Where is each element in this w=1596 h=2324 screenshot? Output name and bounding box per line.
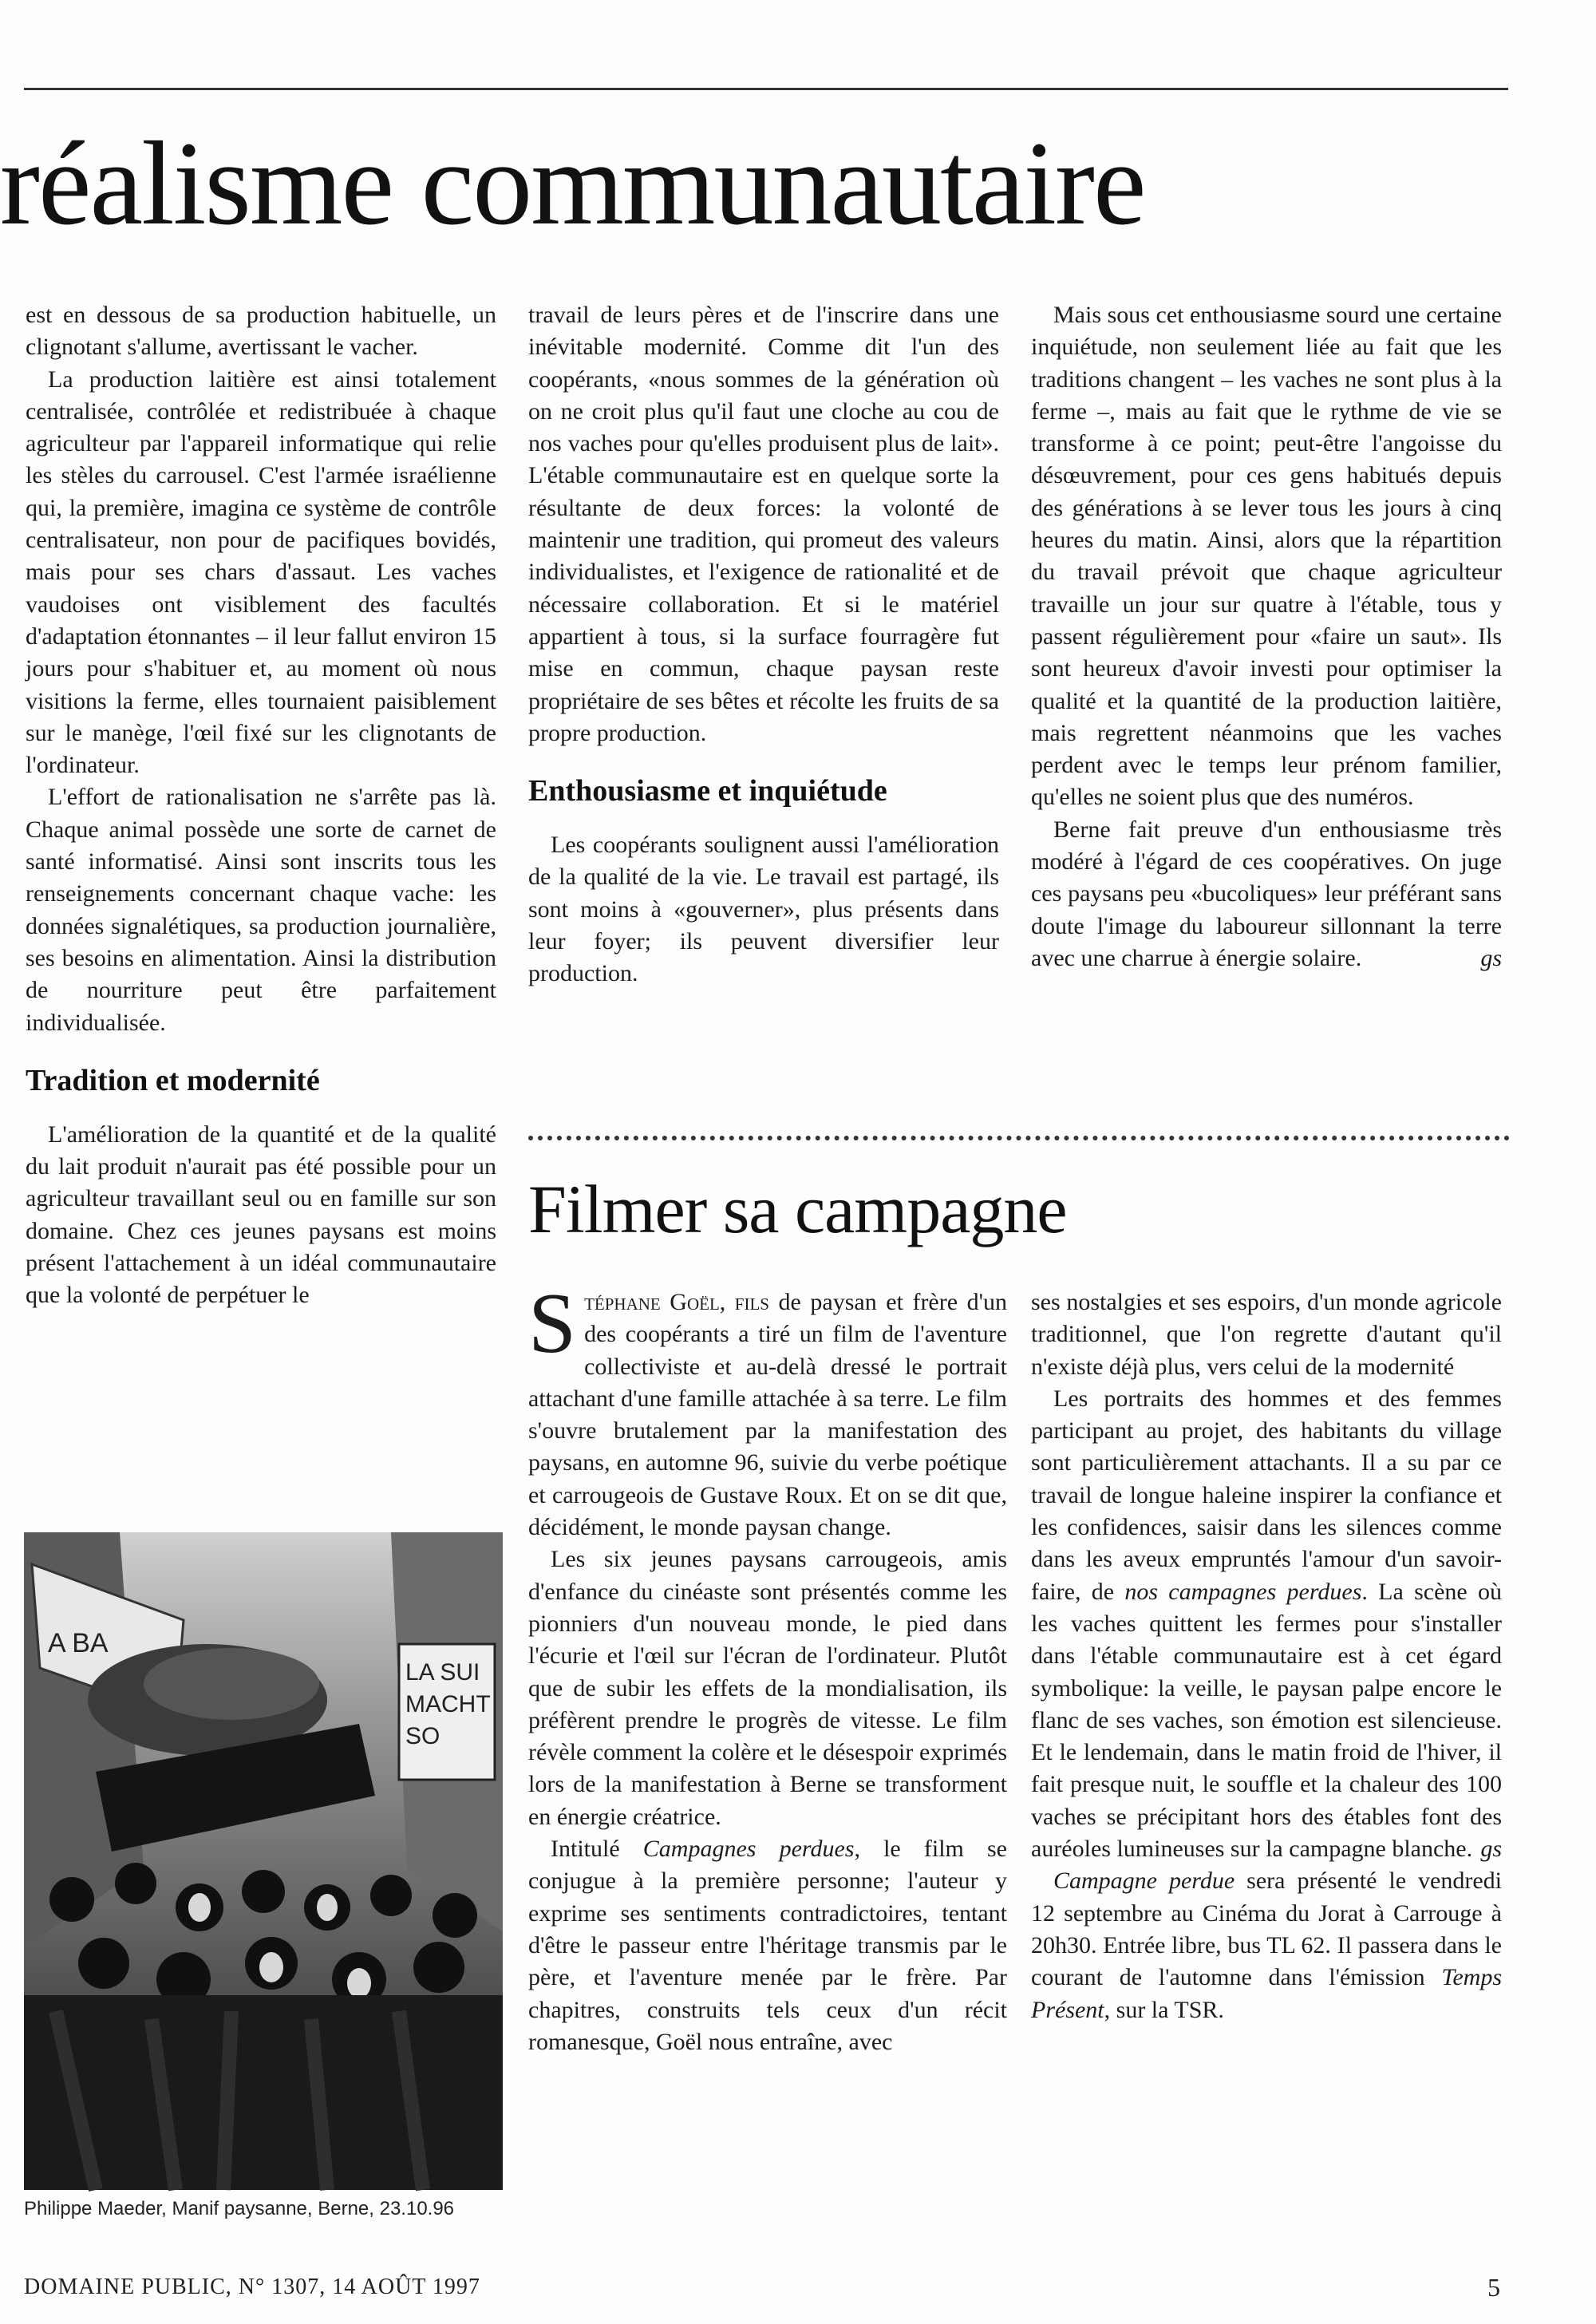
paragraph-text: , le film se conjugue à la première personne; l'auteur y exprime ses sentiments contradictoires, tentant d'être le passeur entre l'héritage transmis par le père, et l'aventure menée par le frère. Par chapitres, construits tels ceux d'un récit romanesque, Goël nous entraîne, avec: [528, 1836, 1007, 2055]
drop-cap: S: [528, 1276, 577, 1371]
paragraph-text: Intitulé: [551, 1836, 643, 1863]
paragraph: L'amélioration de la quantité et de la qualité du lait produit n'aurait pas été possible pour un agriculteur travaillant seul ou en famille sur son domaine. Chez ces jeunes paysans est moins présent l'attachement à un idéal communautaire que la volonté de perpétuer le: [26, 1120, 496, 1309]
protest-photo: [24, 1532, 503, 2190]
photo-caption: Philippe Maeder, Manif paysanne, Berne, 23.10.96: [24, 2198, 455, 2219]
paragraph: travail de leurs pères et de l'inscrire dans une inévitable modernité. Comme dit l'un des coopérants, «nous sommes de la génération où on ne croit plus qu'il faut une cloche au cou de nos vaches pour qu'elles produisent plus de lait». L'étable communautaire est en quelque sorte la résultante de deux forces: la volonté de maintenir une tradition, qui promeut des valeurs individualistes, et l'exigence de rationalité et de nécessaire collaboration. Et si le matériel appartient à tous, si la surface fourragère fut mise en commun, chaque paysan reste propriétaire de ses bêtes et récolte les fruits de sa propre production.: [528, 302, 999, 746]
paragraph-text: , sur la TSR.: [1104, 1996, 1224, 2023]
paragraph: [528, 1833, 1007, 2058]
paragraph-text: sera présenté le vendredi 12 septembre au Cinéma du Jorat à Carrouge à 20h30. Entrée libre, bus TL 62. Il passera dans le courant de l'automne dans l'émission: [1031, 1868, 1502, 1991]
top-rule: [24, 88, 1508, 90]
section-heading-tradition: Tradition et modernité: [26, 1063, 320, 1097]
film-column-1: [528, 1276, 1008, 2220]
article-column-1: [26, 299, 496, 1309]
publication-footer: DOMAINE PUBLIC, N° 1307, 14 AOÛT 1997: [24, 2275, 480, 2299]
paragraph: [1031, 814, 1502, 974]
page-number: 5: [1487, 2273, 1500, 2302]
paragraph: est en dessous de sa production habituelle, un clignotant s'allume, avertissant le vacher.: [26, 302, 496, 361]
protest-sign-text: LA SUI MACHT SO: [405, 1659, 491, 1749]
protest-banner-text: A BA: [48, 1628, 109, 1658]
paragraph-text: de paysan et frère d'un des coopérants a tiré un film de l'aventure collectiviste et au-delà dressé le portrait attachant d'une famille attachée à sa terre. Le film s'ouvre brutalement par la manifestation des paysans, en automne 96, suivie du verbe poétique et carrougeois de Gustave Roux. Et on se dit que, décidément, le monde paysan change.: [528, 1289, 1008, 1541]
article-column-3: [1031, 299, 1502, 1129]
paragraph-text: . La scène où les vaches quittent les fermes pour s'installer dans l'étable communautaire est à cet égard symbolique: la veille, le paysan palpe encore le flanc de ses vaches, son émotion est silencieuse. Et le lendemain, dans le matin froid de l'hiver, il fait presque nuit, le souffle et la chaleur des 100 vaches se précipitant hors des étables font des auréoles lumineuses sur la campagne blanche.: [1031, 1578, 1503, 1863]
article-column-2: [528, 299, 999, 1129]
paragraph: Les coopérants soulignent aussi l'amélioration de la qualité de la vie. Le travail est partagé, ils sont moins à «gouverner», plus présents dans leur foyer; ils peuvent diversifier leur production.: [528, 832, 999, 987]
author-signature: gs: [1480, 1836, 1502, 1863]
tv-show-title: Temps Présent: [1031, 1964, 1502, 2023]
paragraph: [528, 1276, 1008, 1543]
paragraph: La production laitière est ainsi totalement centralisée, contrôlée et redistribuée à chaque agriculteur par l'appareil informatique qui relie les stèles du carrousel. C'est l'armée israélienne qui, la première, imagina ce système de contrôle centralisateur, non pour de pacifiques bovidés, mais pour ses chars d'assaut. Les vaches vaudoises ont visiblement des facultés d'adaptation étonnantes – il leur fallut environ 15 jours pour s'habituer et, au moment où nous visitions la ferme, elles tournaient paisiblement sur le manège, l'œil fixé sur les clignotants de l'ordinateur.: [26, 366, 496, 779]
author-signature: gs: [1480, 944, 1502, 971]
paragraph: ses nostalgies et ses espoirs, d'un monde agricole traditionnel, que l'on regrette d'autant qu'il n'existe déjà plus, vers celui de la modernité: [1031, 1289, 1502, 1380]
film-title-inline: Campagnes perdues: [642, 1836, 855, 1863]
emphasis: nos campagnes perdues: [1124, 1578, 1362, 1605]
paragraph: [1031, 1383, 1502, 1865]
paragraph-text: Les portraits des hommes et des femmes participant au projet, des habitants du village sont particulièrement attachants. Il a su par ce travail de longue haleine inspirer la confiance et les confidences, saisir dans les silences comme dans les aveux empruntés l'amour d'un savoir-faire, de: [1031, 1385, 1502, 1605]
film-title-inline: Campagne perdue: [1053, 1868, 1235, 1895]
film-column-2: [1031, 1286, 1502, 2220]
section-divider: [528, 1136, 1510, 1140]
film-article-title: Filmer sa campagne: [528, 1171, 1067, 1247]
section-heading-enthousiasme: Enthousiasme et inquiétude: [528, 774, 887, 808]
paragraph: Mais sous cet enthousiasme sourd une certaine inquiétude, non seulement liée au fait que les traditions changent – les vaches ne sont plus à la ferme –, mais au fait que le rythme de vie se transforme à ce point; peut-être l'angoisse du désœuvrement, pour ces gens habitués depuis des générations à se lever tous les jours à cinq heures du matin. Ainsi, alors que la répartition du travail prévoit que chaque agriculteur travaille un jour sur quatre à l'étable, tous y passent régulièrement pour «faire un saut». Ils sont heureux d'avoir investi pour optimiser la qualité et la quantité de la production laitière, mais regrettent néanmoins que les vaches perdent avec le temps leur prénom familier, qu'elles ne soient plus que des numéros.: [1031, 302, 1502, 811]
paragraph: Les six jeunes paysans carrougeois, amis d'enfance du cinéaste sont présentés comme les pionniers d'un nouveau monde, le pied dans l'écurie et l'œil sur l'écran de l'ordinateur. Plutôt que de subir les effets de la mondialisation, ils préfèrent prendre le progrès de vitesse. Le film révèle comment la colère et le désespoir exprimés lors de la manifestation à Berne se transforment en énergie créatrice.: [528, 1546, 1007, 1830]
paragraph: [1031, 1865, 1502, 2026]
paragraph: L'effort de rationalisation ne s'arrête pas là. Chaque animal possède une sorte de carnet de santé informatisé. Ainsi sont inscrits tous les renseignements concernant chaque vache: les données signalétiques, sa production journalière, ses besoins en alimentation. Ainsi la distribution de nourriture peut être parfaitement individualisée.: [26, 784, 496, 1036]
paragraph-text: Berne fait preuve d'un enthousiasme très modéré à l'égard de ces coopératives. On juge ces paysans peu «bucoliques» leur préférant sans doute l'image du laboureur sillonnant la terre avec une charrue à énergie solaire.: [1031, 816, 1502, 971]
lead-small-caps: téphane Goël, fils: [584, 1289, 769, 1315]
protest-photo-illustration: [24, 1532, 503, 2190]
page-headline: réalisme communautaire: [0, 117, 1145, 250]
